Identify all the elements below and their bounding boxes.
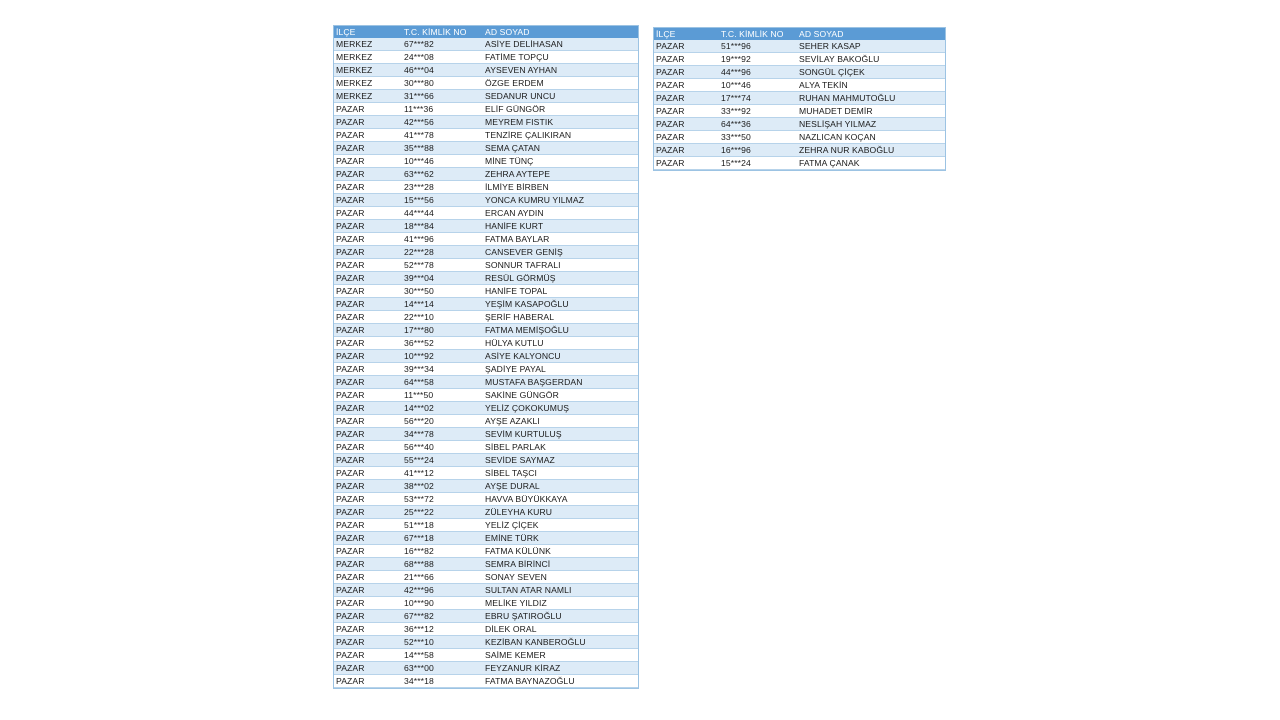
- cell-district: PAZAR: [334, 103, 402, 116]
- cell-full-name: YEŞİM KASAPOĞLU: [483, 298, 638, 311]
- table-row: [334, 389, 638, 402]
- cell-full-name: SONGÜL ÇİÇEK: [797, 66, 945, 79]
- cell-id-no: 36***12: [402, 623, 483, 636]
- cell-full-name: FATMA ÇANAK: [797, 157, 945, 170]
- cell-district: PAZAR: [334, 480, 402, 493]
- table-row: [334, 142, 638, 155]
- table-row: [654, 92, 945, 105]
- table-row: [654, 157, 945, 170]
- table-row: [334, 454, 638, 467]
- cell-id-no: 53***72: [402, 493, 483, 506]
- cell-district: PAZAR: [654, 53, 719, 66]
- table-row: [334, 675, 638, 688]
- cell-full-name: FATMA MEMİŞOĞLU: [483, 324, 638, 337]
- cell-id-no: 18***84: [402, 220, 483, 233]
- cell-id-no: 16***96: [719, 144, 797, 157]
- table-row: [334, 662, 638, 675]
- table-row: [334, 103, 638, 116]
- cell-district: PAZAR: [334, 311, 402, 324]
- cell-full-name: SEMRA BİRİNCİ: [483, 558, 638, 571]
- cell-full-name: FATMA BAYLAR: [483, 233, 638, 246]
- cell-full-name: MELİKE YILDIZ: [483, 597, 638, 610]
- cell-full-name: MUSTAFA BAŞGERDAN: [483, 376, 638, 389]
- cell-district: PAZAR: [334, 142, 402, 155]
- cell-district: PAZAR: [334, 155, 402, 168]
- cell-id-no: 22***28: [402, 246, 483, 259]
- cell-district: PAZAR: [654, 66, 719, 79]
- cell-id-no: 31***66: [402, 90, 483, 103]
- cell-district: PAZAR: [334, 649, 402, 662]
- table-header-row: [334, 26, 638, 38]
- cell-full-name: KEZİBAN KANBEROĞLU: [483, 636, 638, 649]
- cell-full-name: HÜLYA KUTLU: [483, 337, 638, 350]
- table-row: [334, 441, 638, 454]
- cell-district: PAZAR: [334, 454, 402, 467]
- table-row: [654, 40, 945, 53]
- table-row: [334, 272, 638, 285]
- cell-id-no: 67***18: [402, 532, 483, 545]
- cell-district: PAZAR: [334, 610, 402, 623]
- table-row: [334, 597, 638, 610]
- cell-id-no: 14***58: [402, 649, 483, 662]
- cell-full-name: HANİFE KURT: [483, 220, 638, 233]
- cell-id-no: 52***78: [402, 259, 483, 272]
- cell-id-no: 21***66: [402, 571, 483, 584]
- cell-id-no: 35***88: [402, 142, 483, 155]
- cell-id-no: 34***78: [402, 428, 483, 441]
- cell-district: PAZAR: [654, 118, 719, 131]
- table-row: [654, 53, 945, 66]
- cell-district: PAZAR: [654, 157, 719, 170]
- cell-full-name: SAKİNE GÜNGÖR: [483, 389, 638, 402]
- table-row: [334, 467, 638, 480]
- cell-id-no: 36***52: [402, 337, 483, 350]
- cell-full-name: MİNE TÜNÇ: [483, 155, 638, 168]
- table-body-right: [654, 40, 945, 170]
- cell-id-no: 64***36: [719, 118, 797, 131]
- cell-district: PAZAR: [334, 376, 402, 389]
- cell-full-name: TENZİRE ÇALIKIRAN: [483, 129, 638, 142]
- cell-full-name: AYSEVEN AYHAN: [483, 64, 638, 77]
- cell-full-name: CANSEVER GENİŞ: [483, 246, 638, 259]
- table-row: [334, 181, 638, 194]
- cell-full-name: ALYA TEKİN: [797, 79, 945, 92]
- cell-district: PAZAR: [334, 129, 402, 142]
- cell-full-name: YONCA KUMRU YILMAZ: [483, 194, 638, 207]
- table-row: [334, 233, 638, 246]
- table-row: [334, 493, 638, 506]
- header-full-name: AD SOYAD: [483, 26, 638, 38]
- table-row: [334, 38, 638, 51]
- cell-full-name: FATİME TOPÇU: [483, 51, 638, 64]
- cell-full-name: RESÜL GÖRMÜŞ: [483, 272, 638, 285]
- cell-id-no: 11***50: [402, 389, 483, 402]
- cell-id-no: 55***24: [402, 454, 483, 467]
- cell-district: PAZAR: [654, 79, 719, 92]
- cell-id-no: 34***18: [402, 675, 483, 688]
- cell-district: PAZAR: [334, 636, 402, 649]
- cell-id-no: 44***44: [402, 207, 483, 220]
- cell-id-no: 16***82: [402, 545, 483, 558]
- table-row: [334, 90, 638, 103]
- cell-district: PAZAR: [334, 389, 402, 402]
- cell-district: PAZAR: [334, 194, 402, 207]
- cell-full-name: ŞERİF HABERAL: [483, 311, 638, 324]
- cell-district: PAZAR: [334, 337, 402, 350]
- cell-id-no: 67***82: [402, 610, 483, 623]
- cell-id-no: 15***56: [402, 194, 483, 207]
- cell-full-name: YELİZ ÇİÇEK: [483, 519, 638, 532]
- table-row: [654, 144, 945, 157]
- cell-full-name: DİLEK ORAL: [483, 623, 638, 636]
- header-district: İLÇE: [654, 28, 719, 40]
- table-row: [334, 207, 638, 220]
- cell-district: PAZAR: [654, 144, 719, 157]
- table-row: [334, 506, 638, 519]
- cell-full-name: SONNUR TAFRALI: [483, 259, 638, 272]
- cell-district: PAZAR: [334, 467, 402, 480]
- table-row: [334, 649, 638, 662]
- table-row: [334, 428, 638, 441]
- cell-full-name: RUHAN MAHMUTOĞLU: [797, 92, 945, 105]
- table-row: [334, 532, 638, 545]
- cell-district: PAZAR: [334, 675, 402, 688]
- cell-district: PAZAR: [334, 402, 402, 415]
- cell-district: PAZAR: [334, 441, 402, 454]
- cell-id-no: 17***80: [402, 324, 483, 337]
- cell-id-no: 46***04: [402, 64, 483, 77]
- cell-id-no: 67***82: [402, 38, 483, 51]
- cell-full-name: HAVVA BÜYÜKKAYA: [483, 493, 638, 506]
- cell-district: PAZAR: [334, 545, 402, 558]
- cell-district: PAZAR: [334, 181, 402, 194]
- cell-full-name: NAZLICAN KOÇAN: [797, 131, 945, 144]
- cell-full-name: SEVİDE SAYMAZ: [483, 454, 638, 467]
- table-row: [334, 324, 638, 337]
- table-row: [334, 285, 638, 298]
- cell-id-no: 33***50: [719, 131, 797, 144]
- cell-district: PAZAR: [334, 571, 402, 584]
- table-row: [334, 168, 638, 181]
- cell-id-no: 14***02: [402, 402, 483, 415]
- cell-full-name: FEYZANUR KİRAZ: [483, 662, 638, 675]
- cell-full-name: ZÜLEYHA KURU: [483, 506, 638, 519]
- cell-id-no: 38***02: [402, 480, 483, 493]
- cell-full-name: SEVİM KURTULUŞ: [483, 428, 638, 441]
- cell-id-no: 51***96: [719, 40, 797, 53]
- cell-district: PAZAR: [334, 519, 402, 532]
- cell-id-no: 10***90: [402, 597, 483, 610]
- cell-full-name: MEYREM FISTIK: [483, 116, 638, 129]
- cell-id-no: 52***10: [402, 636, 483, 649]
- cell-full-name: YELİZ ÇOKOKUMUŞ: [483, 402, 638, 415]
- recipient-table-left: [333, 25, 639, 689]
- cell-id-no: 64***58: [402, 376, 483, 389]
- table-row: [654, 66, 945, 79]
- table-row: [334, 64, 638, 77]
- cell-full-name: ŞADİYE PAYAL: [483, 363, 638, 376]
- table-row: [654, 131, 945, 144]
- table-row: [334, 363, 638, 376]
- cell-full-name: ZEHRA NUR KABOĞLU: [797, 144, 945, 157]
- cell-full-name: ÖZGE ERDEM: [483, 77, 638, 90]
- cell-district: MERKEZ: [334, 38, 402, 51]
- header-district: İLÇE: [334, 26, 402, 38]
- table-row: [334, 51, 638, 64]
- cell-district: PAZAR: [654, 40, 719, 53]
- cell-district: PAZAR: [654, 131, 719, 144]
- cell-id-no: 39***04: [402, 272, 483, 285]
- cell-district: PAZAR: [334, 623, 402, 636]
- cell-full-name: SEMA ÇATAN: [483, 142, 638, 155]
- cell-id-no: 41***12: [402, 467, 483, 480]
- table-row: [334, 298, 638, 311]
- table-row: [334, 246, 638, 259]
- cell-district: PAZAR: [334, 506, 402, 519]
- cell-id-no: 63***62: [402, 168, 483, 181]
- header-id-no: T.C. KİMLİK NO: [719, 28, 797, 40]
- cell-id-no: 30***80: [402, 77, 483, 90]
- cell-district: MERKEZ: [334, 77, 402, 90]
- cell-full-name: FATMA BAYNAZOĞLU: [483, 675, 638, 688]
- cell-district: PAZAR: [334, 597, 402, 610]
- cell-id-no: 17***74: [719, 92, 797, 105]
- cell-id-no: 22***10: [402, 311, 483, 324]
- table-row: [334, 480, 638, 493]
- cell-full-name: ASİYE DELİHASAN: [483, 38, 638, 51]
- cell-full-name: FATMA KÜLÜNK: [483, 545, 638, 558]
- table-row: [334, 636, 638, 649]
- table-row: [334, 259, 638, 272]
- table-body-left: [334, 38, 638, 688]
- cell-full-name: SONAY SEVEN: [483, 571, 638, 584]
- cell-full-name: İLMİYE BİRBEN: [483, 181, 638, 194]
- cell-full-name: MUHADET DEMİR: [797, 105, 945, 118]
- table-row: [334, 116, 638, 129]
- cell-district: PAZAR: [334, 220, 402, 233]
- cell-id-no: 68***88: [402, 558, 483, 571]
- table-row: [334, 77, 638, 90]
- cell-district: PAZAR: [334, 324, 402, 337]
- cell-district: PAZAR: [334, 272, 402, 285]
- table-row: [334, 194, 638, 207]
- cell-district: PAZAR: [334, 233, 402, 246]
- table-row: [334, 584, 638, 597]
- cell-id-no: 24***08: [402, 51, 483, 64]
- table-row: [654, 118, 945, 131]
- table-row: [334, 571, 638, 584]
- table-row: [334, 129, 638, 142]
- cell-id-no: 63***00: [402, 662, 483, 675]
- cell-id-no: 10***46: [719, 79, 797, 92]
- table-row: [334, 415, 638, 428]
- cell-full-name: ASİYE KALYONCU: [483, 350, 638, 363]
- cell-id-no: 15***24: [719, 157, 797, 170]
- cell-id-no: 56***40: [402, 441, 483, 454]
- cell-id-no: 23***28: [402, 181, 483, 194]
- cell-district: PAZAR: [334, 246, 402, 259]
- cell-full-name: EMİNE TÜRK: [483, 532, 638, 545]
- cell-district: PAZAR: [334, 415, 402, 428]
- cell-id-no: 10***92: [402, 350, 483, 363]
- cell-district: PAZAR: [334, 493, 402, 506]
- cell-full-name: ZEHRA AYTEPE: [483, 168, 638, 181]
- cell-id-no: 51***18: [402, 519, 483, 532]
- cell-district: PAZAR: [334, 428, 402, 441]
- table-row: [334, 311, 638, 324]
- cell-district: PAZAR: [334, 532, 402, 545]
- table-row: [334, 220, 638, 233]
- cell-district: PAZAR: [334, 259, 402, 272]
- cell-full-name: AYŞE DURAL: [483, 480, 638, 493]
- cell-full-name: SEVİLAY BAKOĞLU: [797, 53, 945, 66]
- cell-full-name: HANİFE TOPAL: [483, 285, 638, 298]
- cell-id-no: 30***50: [402, 285, 483, 298]
- cell-full-name: EBRU ŞATIROĞLU: [483, 610, 638, 623]
- table-row: [334, 610, 638, 623]
- cell-id-no: 41***96: [402, 233, 483, 246]
- table-row: [334, 623, 638, 636]
- cell-id-no: 33***92: [719, 105, 797, 118]
- cell-district: PAZAR: [334, 168, 402, 181]
- cell-district: PAZAR: [334, 207, 402, 220]
- cell-id-no: 14***14: [402, 298, 483, 311]
- table-row: [334, 155, 638, 168]
- cell-id-no: 42***96: [402, 584, 483, 597]
- cell-id-no: 42***56: [402, 116, 483, 129]
- cell-district: MERKEZ: [334, 51, 402, 64]
- table-row: [334, 402, 638, 415]
- cell-full-name: SİBEL PARLAK: [483, 441, 638, 454]
- cell-id-no: 41***78: [402, 129, 483, 142]
- cell-district: PAZAR: [334, 558, 402, 571]
- table-row: [654, 105, 945, 118]
- table-row: [334, 545, 638, 558]
- cell-district: MERKEZ: [334, 64, 402, 77]
- table-row: [334, 350, 638, 363]
- cell-full-name: SEDANUR UNCU: [483, 90, 638, 103]
- cell-full-name: SAİME KEMER: [483, 649, 638, 662]
- table-row: [334, 519, 638, 532]
- table-row: [334, 558, 638, 571]
- header-id-no: T.C. KİMLİK NO: [402, 26, 483, 38]
- cell-district: PAZAR: [334, 363, 402, 376]
- cell-full-name: AYŞE AZAKLI: [483, 415, 638, 428]
- cell-full-name: ELİF GÜNGÖR: [483, 103, 638, 116]
- cell-id-no: 56***20: [402, 415, 483, 428]
- cell-full-name: ERCAN AYDIN: [483, 207, 638, 220]
- cell-district: PAZAR: [334, 298, 402, 311]
- cell-id-no: 25***22: [402, 506, 483, 519]
- cell-full-name: NESLİŞAH YILMAZ: [797, 118, 945, 131]
- cell-id-no: 39***34: [402, 363, 483, 376]
- cell-full-name: SULTAN ATAR NAMLI: [483, 584, 638, 597]
- cell-id-no: 11***36: [402, 103, 483, 116]
- cell-district: PAZAR: [334, 350, 402, 363]
- recipient-table-right: [653, 27, 946, 171]
- cell-id-no: 10***46: [402, 155, 483, 168]
- table-row: [334, 337, 638, 350]
- cell-id-no: 19***92: [719, 53, 797, 66]
- cell-district: PAZAR: [334, 285, 402, 298]
- table-row: [654, 79, 945, 92]
- cell-district: PAZAR: [334, 662, 402, 675]
- cell-district: PAZAR: [654, 105, 719, 118]
- cell-district: PAZAR: [654, 92, 719, 105]
- cell-district: PAZAR: [334, 584, 402, 597]
- cell-full-name: SEHER KASAP: [797, 40, 945, 53]
- table-row: [334, 376, 638, 389]
- cell-district: MERKEZ: [334, 90, 402, 103]
- table-header-row: [654, 28, 945, 40]
- cell-id-no: 44***96: [719, 66, 797, 79]
- header-full-name: AD SOYAD: [797, 28, 945, 40]
- cell-district: PAZAR: [334, 116, 402, 129]
- cell-full-name: SİBEL TAŞCI: [483, 467, 638, 480]
